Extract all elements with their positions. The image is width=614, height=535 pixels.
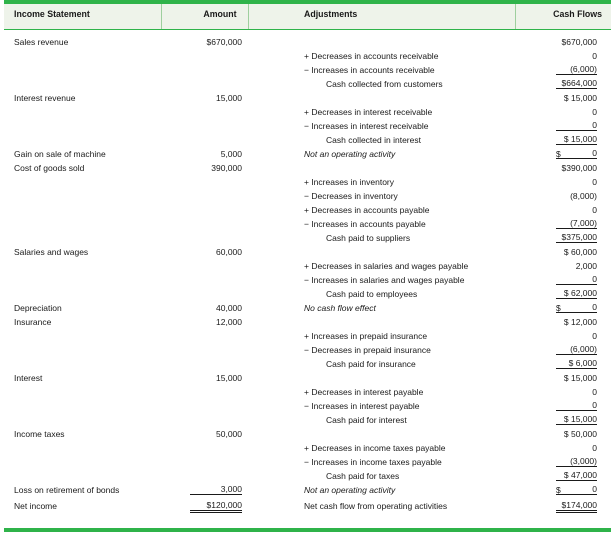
amount-cogs: 390,000 (211, 163, 242, 173)
cf-row-22: (6,000) (556, 344, 597, 355)
cf-row-23: $ 6,000 (556, 358, 597, 369)
adj-row-18: Cash paid to employees (326, 289, 418, 299)
adj-row-16: + Decreases in salaries and wages payable (304, 261, 469, 271)
cf-interest: $ 15,000 (563, 373, 597, 383)
bottom-green-bar (4, 528, 611, 532)
column-divider-3 (515, 4, 516, 29)
adj-row-23: Cash paid for insurance (326, 359, 416, 369)
cf-row-3: $664,000 (556, 78, 597, 89)
cf-row-14: $375,000 (556, 232, 597, 243)
adj-row-5: + Decreases in interest receivable (304, 107, 433, 117)
cf-salaries: $ 60,000 (563, 247, 597, 257)
amount-salaries: 60,000 (216, 247, 242, 257)
cf-row-19: 0 (556, 302, 597, 313)
adj-row-29: + Decreases in income taxes payable (304, 443, 446, 453)
cf-cogs: $390,000 (561, 163, 597, 173)
cf-row-10: 0 (592, 177, 597, 187)
header-amount: Amount (203, 9, 237, 19)
dollar-row-32: $ (556, 485, 561, 495)
cf-row-31: $ 47,000 (556, 470, 597, 481)
header-income-statement: Income Statement (14, 9, 90, 19)
amount-gain-on-sale: 5,000 (220, 149, 242, 159)
cf-sales-revenue: $670,000 (561, 37, 597, 47)
header-rule (4, 29, 611, 30)
cf-row-2: (6,000) (556, 64, 597, 75)
cf-row-25: 0 (592, 387, 597, 397)
adj-row-12: + Decreases in accounts payable (304, 205, 430, 215)
label-insurance: Insurance (14, 317, 52, 327)
adj-row-27: Cash paid for interest (326, 415, 407, 425)
adj-row-1: + Decreases in accounts receivable (304, 51, 439, 61)
adj-row-3: Cash collected from customers (326, 79, 443, 89)
amount-income-taxes: 50,000 (216, 429, 242, 439)
cf-row-16: 2,000 (575, 261, 597, 271)
adj-row-10: + Increases in inventory (304, 177, 395, 187)
label-salaries: Salaries and wages (14, 247, 89, 257)
label-cogs: Cost of goods sold (14, 163, 85, 173)
label-income-taxes: Income taxes (14, 429, 65, 439)
header-adjustments: Adjustments (304, 9, 358, 19)
label-interest: Interest (14, 373, 43, 383)
adj-row-22: − Decreases in prepaid insurance (304, 345, 431, 355)
dollar-row-19: $ (556, 303, 561, 313)
adj-net-cash-flow: Net cash flow from operating activities (304, 501, 448, 511)
label-net-income: Net income (14, 501, 57, 511)
adj-row-25: + Decreases in interest payable (304, 387, 424, 397)
adj-row-30: − Increases in income taxes payable (304, 457, 442, 467)
amount-interest: 15,000 (216, 373, 242, 383)
cf-insurance: $ 12,000 (563, 317, 597, 327)
column-divider-1 (161, 4, 162, 29)
adj-row-11: − Decreases in inventory (304, 191, 398, 201)
cf-row-13: (7,000) (556, 218, 597, 229)
amount-sales-revenue: $670,000 (206, 37, 242, 47)
cf-row-11: (8,000) (570, 191, 597, 201)
amount-insurance: 12,000 (216, 317, 242, 327)
cf-row-8: 0 (556, 148, 597, 159)
amount-loss-on-bonds: 3,000 (190, 484, 242, 495)
adj-row-6: − Increases in interest receivable (304, 121, 429, 131)
label-interest-revenue: Interest revenue (14, 93, 76, 103)
cf-row-12: 0 (592, 205, 597, 215)
adj-row-26: − Increases in interest payable (304, 401, 420, 411)
adj-row-7: Cash collected in interest (326, 135, 421, 145)
header-cash-flows: Cash Flows (553, 9, 602, 19)
cf-net-cash-flow: $174,000 (556, 500, 597, 513)
adj-row-32: Not an operating activity (304, 485, 396, 495)
dollar-row-8: $ (556, 149, 561, 159)
cf-row-21: 0 (592, 331, 597, 341)
cf-row-27: $ 15,000 (556, 414, 597, 425)
cf-row-26: 0 (556, 400, 597, 411)
adj-row-2: − Increases in accounts receivable (304, 65, 435, 75)
adj-row-8: Not an operating activity (304, 149, 396, 159)
adj-row-31: Cash paid for taxes (326, 471, 400, 481)
cf-row-17: 0 (556, 274, 597, 285)
cf-income-taxes: $ 50,000 (563, 429, 597, 439)
cf-row-30: (3,000) (556, 456, 597, 467)
cf-row-32: 0 (556, 484, 597, 495)
amount-depreciation: 40,000 (216, 303, 242, 313)
amount-net-income: $120,000 (190, 500, 242, 513)
label-sales-revenue: Sales revenue (14, 37, 69, 47)
adj-row-21: + Increases in prepaid insurance (304, 331, 428, 341)
adj-row-19: No cash flow effect (304, 303, 376, 313)
cf-row-7: $ 15,000 (556, 134, 597, 145)
label-loss-on-bonds: Loss on retirement of bonds (14, 485, 120, 495)
cf-row-18: $ 62,000 (556, 288, 597, 299)
label-gain-on-sale: Gain on sale of machine (14, 149, 106, 159)
adj-row-14: Cash paid to suppliers (326, 233, 411, 243)
cf-row-1: 0 (592, 51, 597, 61)
cf-interest-revenue: $ 15,000 (563, 93, 597, 103)
cf-row-29: 0 (592, 443, 597, 453)
adj-row-13: − Increases in accounts payable (304, 219, 426, 229)
amount-interest-revenue: 15,000 (216, 93, 242, 103)
cf-row-5: 0 (592, 107, 597, 117)
cf-row-6: 0 (556, 120, 597, 131)
adj-row-17: − Increases in salaries and wages payable (304, 275, 465, 285)
label-depreciation: Depreciation (14, 303, 62, 313)
